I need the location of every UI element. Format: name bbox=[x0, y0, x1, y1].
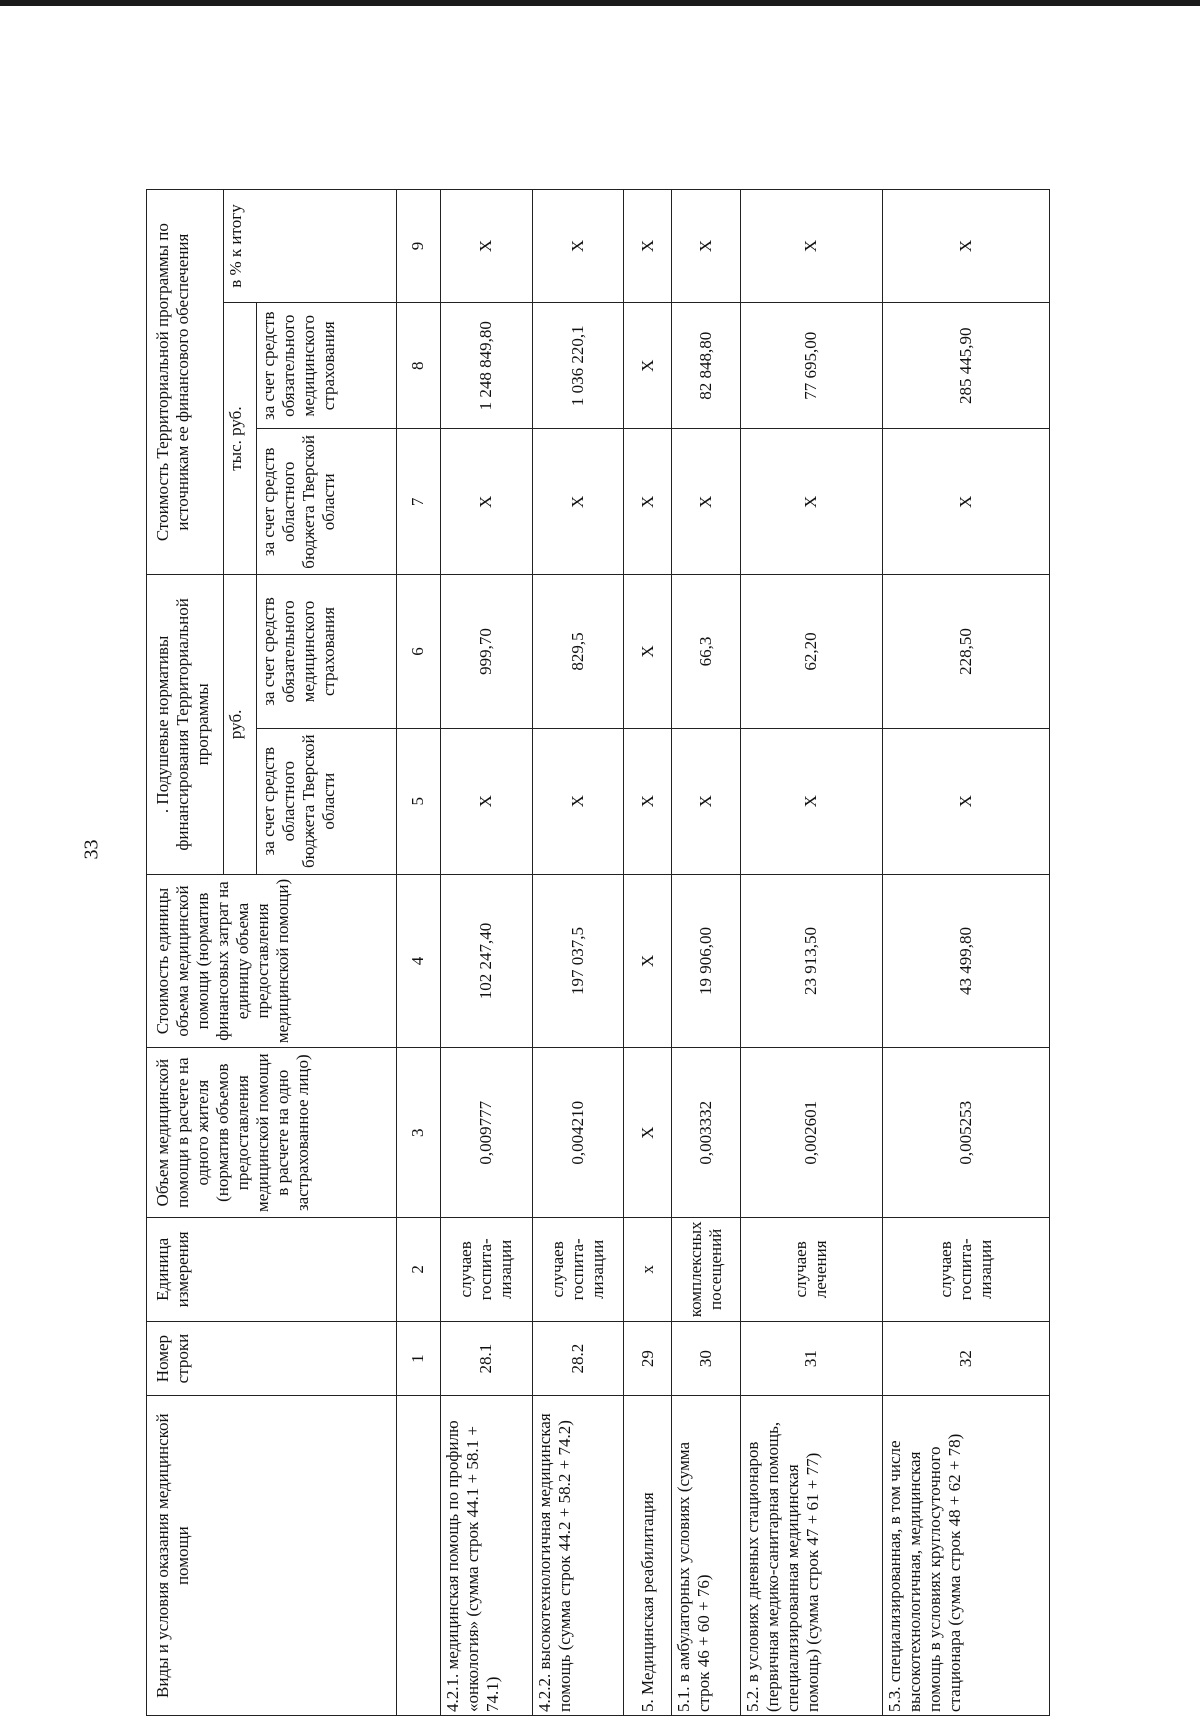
row-unit-cost: 19 906,00 bbox=[672, 874, 741, 1048]
column-number: 5 bbox=[396, 728, 441, 874]
column-number: 6 bbox=[396, 575, 441, 729]
scan-top-edge bbox=[0, 0, 1200, 6]
table-row bbox=[624, 77, 672, 1716]
row-cost-oms: 285 445,90 bbox=[882, 303, 1049, 430]
table-row bbox=[532, 77, 623, 1716]
row-norm-budget: X bbox=[672, 728, 741, 874]
row-volume: 0,002601 bbox=[741, 1048, 883, 1217]
row-cost-oms: 77 695,00 bbox=[741, 303, 883, 430]
row-cost-budget: X bbox=[882, 429, 1049, 575]
column-number bbox=[396, 1396, 441, 1716]
row-volume: X bbox=[624, 1048, 672, 1217]
header-norm-budget: за счет средств областного бюджета Тверской области bbox=[257, 728, 396, 874]
row-cost-budget: X bbox=[532, 429, 623, 575]
row-unit: случаев госпита-лизации bbox=[441, 1217, 532, 1321]
row-unit: случаев госпита-лизации bbox=[882, 1217, 1049, 1321]
row-unit-cost: 197 037,5 bbox=[532, 874, 623, 1048]
row-norm-budget: X bbox=[741, 728, 883, 874]
row-unit: случаев госпита-лизации bbox=[532, 1217, 623, 1321]
row-percent: X bbox=[741, 190, 883, 303]
row-unit: комплексных посещений bbox=[672, 1217, 741, 1321]
row-cost-oms: X bbox=[624, 303, 672, 430]
page-number: 33 bbox=[80, 839, 103, 860]
row-norm-oms: 228,50 bbox=[882, 575, 1049, 729]
row-unit-cost: 23 913,50 bbox=[741, 874, 883, 1048]
row-norm-oms: 66,3 bbox=[672, 575, 741, 729]
row-cost-budget: X bbox=[441, 429, 532, 575]
row-name: 4.2.1. медицинская помощь по профилю «онкология» (сумма строк 44.1 + 58.1 + 74.1) bbox=[441, 1396, 532, 1716]
header-unit-cost: Стоимость единицы объема медицинской помощи (норматив финансовых затрат на единицу объема предоставления медицинской помощи) bbox=[147, 874, 397, 1048]
row-name: 5.1. в амбулаторных условиях (сумма строк 46 + 60 + 76) bbox=[672, 1396, 741, 1716]
header-types: Виды и условия оказания медицинской помощи bbox=[147, 1396, 397, 1716]
row-cost-oms: 1 036 220,1 bbox=[532, 303, 623, 430]
row-number: 32 bbox=[882, 1321, 1049, 1396]
table-row bbox=[672, 77, 741, 1716]
row-norm-budget: X bbox=[532, 728, 623, 874]
row-percent: X bbox=[882, 190, 1049, 303]
column-number: 7 bbox=[396, 429, 441, 575]
header-cost-budget: за счет средств областного бюджета Тверской области bbox=[257, 429, 396, 575]
table-row bbox=[882, 77, 1049, 1716]
row-number: 31 bbox=[741, 1321, 883, 1396]
row-percent: X bbox=[532, 190, 623, 303]
header-row-number: Номер строки bbox=[147, 1321, 397, 1396]
header-percent: в % к итогу bbox=[223, 190, 396, 303]
row-unit: x bbox=[624, 1217, 672, 1321]
row-cost-budget: X bbox=[624, 429, 672, 575]
column-number: 3 bbox=[396, 1048, 441, 1217]
row-volume: 0,009777 bbox=[441, 1048, 532, 1217]
header-thous-rub: тыс. руб. bbox=[223, 303, 256, 575]
column-number: 1 bbox=[396, 1321, 441, 1396]
row-percent: X bbox=[624, 190, 672, 303]
row-volume: 0,003332 bbox=[672, 1048, 741, 1217]
row-unit-cost: 102 247,40 bbox=[441, 874, 532, 1048]
row-volume: 0,004210 bbox=[532, 1048, 623, 1217]
row-volume: 0,005253 bbox=[882, 1048, 1049, 1217]
row-norm-budget: X bbox=[624, 728, 672, 874]
header-program-cost: Стоимость Территориальной программы по источникам ее финансового обеспечения bbox=[147, 190, 224, 575]
row-name: 4.2.2. высокотехнологичная медицинская помощь (сумма строк 44.2 + 58.2 + 74.2) bbox=[532, 1396, 623, 1716]
row-unit: случаев лечения bbox=[741, 1217, 883, 1321]
row-norm-budget: X bbox=[882, 728, 1049, 874]
row-cost-oms: 82 848,80 bbox=[672, 303, 741, 430]
header-volume: Объем медицинской помощи в расчете на одного жителя (норматив объемов предоставления медицинской помощи в расчете на одно застрахованное лицо) bbox=[147, 1048, 397, 1217]
row-norm-oms: 829,5 bbox=[532, 575, 623, 729]
financing-table bbox=[146, 76, 1050, 1716]
row-norm-oms: 999,70 bbox=[441, 575, 532, 729]
row-norm-budget: X bbox=[441, 728, 532, 874]
row-cost-budget: X bbox=[672, 429, 741, 575]
row-number: 28.2 bbox=[532, 1321, 623, 1396]
rotated-table-wrapper bbox=[146, 76, 1050, 1716]
column-number: 4 bbox=[396, 874, 441, 1048]
header-per-capita-norms: . Подушевые нормативы финансирования Территориальной программы bbox=[147, 575, 224, 874]
column-number-row bbox=[396, 77, 441, 1716]
column-number: 2 bbox=[396, 1217, 441, 1321]
row-unit-cost: 43 499,80 bbox=[882, 874, 1049, 1048]
row-percent: X bbox=[672, 190, 741, 303]
row-number: 28.1 bbox=[441, 1321, 532, 1396]
row-norm-oms: 62,20 bbox=[741, 575, 883, 729]
header-rub: руб. bbox=[223, 575, 256, 874]
column-number: 9 bbox=[396, 190, 441, 303]
row-unit-cost: X bbox=[624, 874, 672, 1048]
row-name: 5.2. в условиях дневных стационаров (первичная медико-санитарная помощь, специализированная медицинская помощь) (сумма строк 47 + 61 + 77) bbox=[741, 1396, 883, 1716]
table-row bbox=[741, 77, 883, 1716]
row-number: 29 bbox=[624, 1321, 672, 1396]
table-row bbox=[441, 77, 532, 1716]
row-norm-oms: X bbox=[624, 575, 672, 729]
header-norm-oms: за счет средств обязательного медицинского страхования bbox=[257, 575, 396, 729]
column-number: 8 bbox=[396, 303, 441, 430]
header-unit: Единица измерения bbox=[147, 1217, 397, 1321]
row-percent: X bbox=[441, 190, 532, 303]
row-name: 5.3. специализированная, в том числе высокотехнологичная, медицинская помощь в условиях круглосуточного стационара (сумма строк 48 + 62 + 78) bbox=[882, 1396, 1049, 1716]
header-row-1 bbox=[147, 77, 224, 1716]
row-number: 30 bbox=[672, 1321, 741, 1396]
header-cost-oms: за счет средств обязательного медицинского страхования bbox=[257, 303, 396, 430]
row-cost-oms: 1 248 849,80 bbox=[441, 303, 532, 430]
row-name: 5. Медицинская реабилитация bbox=[624, 1396, 672, 1716]
row-cost-budget: X bbox=[741, 429, 883, 575]
